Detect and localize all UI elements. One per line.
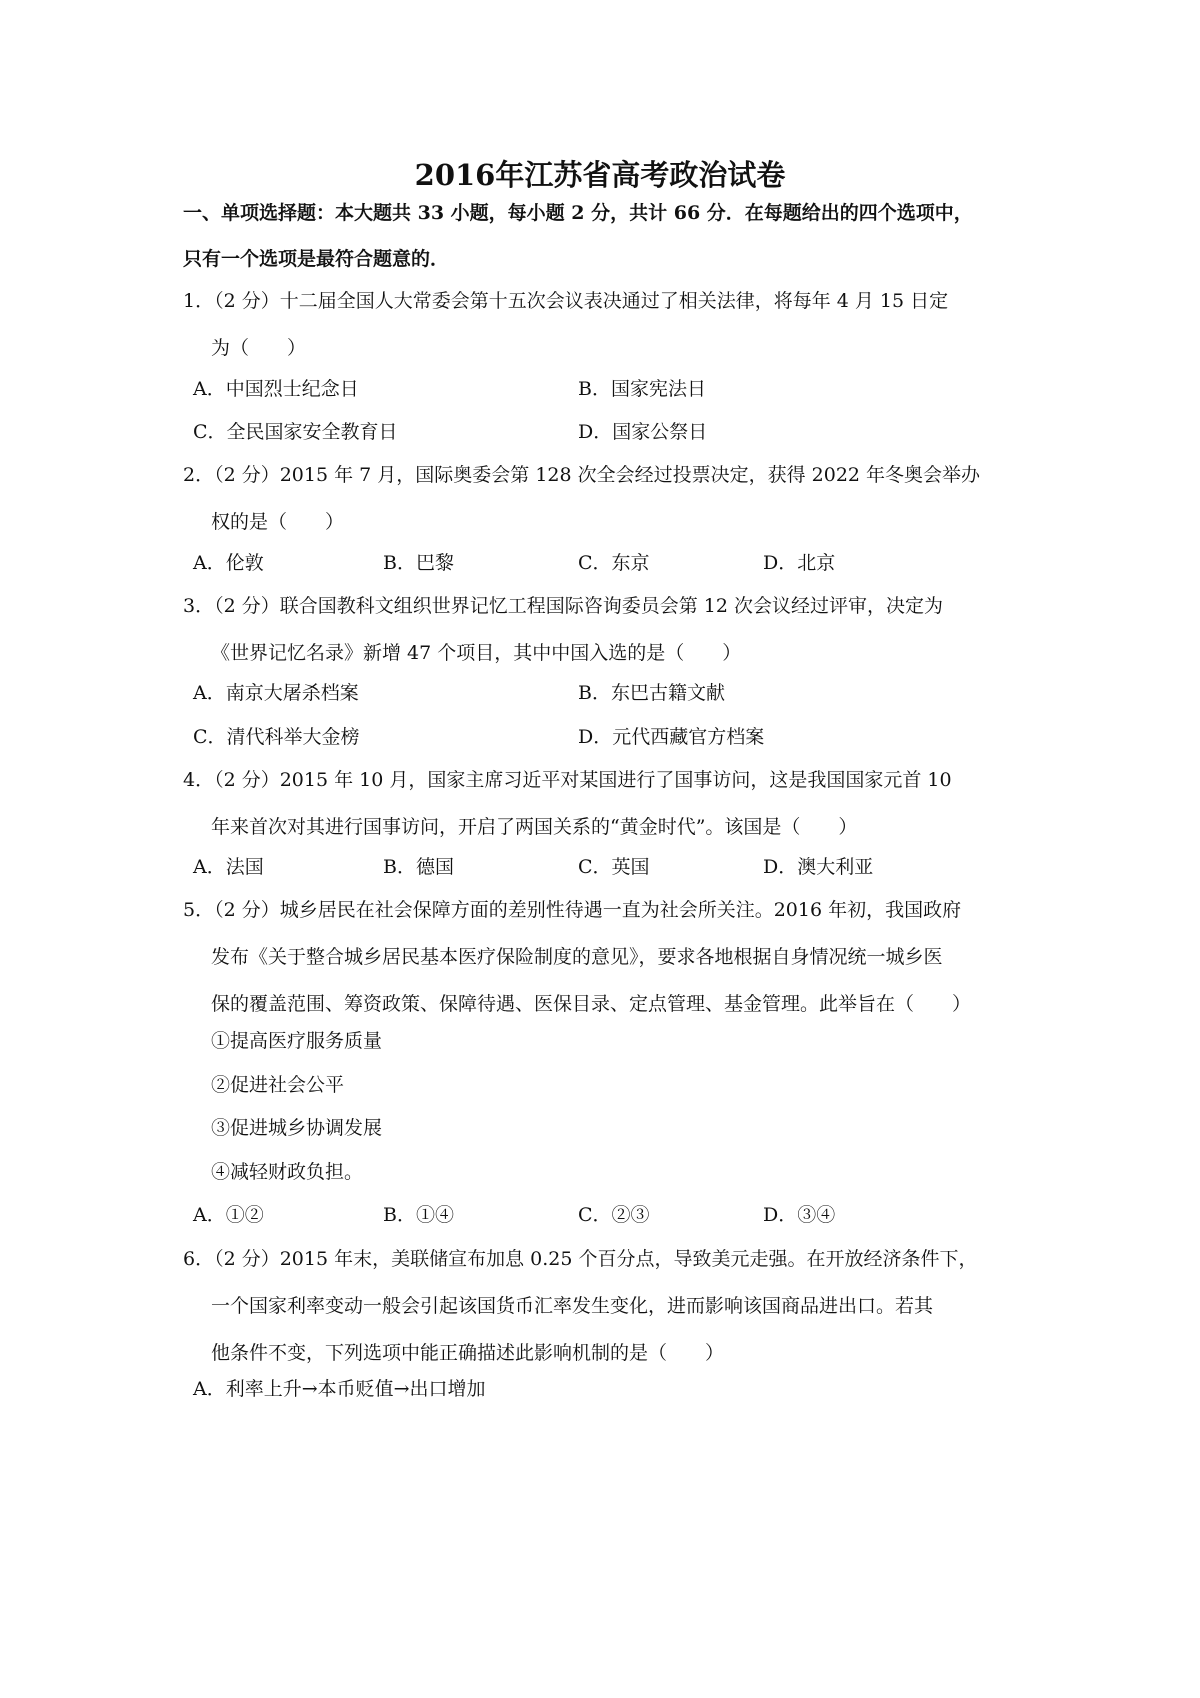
question-5-option-d[interactable]: D．③④ [763,1204,836,1226]
question-6-stem-line-1: 6．（2 分）2015 年末，美联储宣布加息 0.25 个百分点，导致美元走强。在开放经济条件下， [183,1248,978,1270]
question-2-option-d[interactable]: D．北京 [763,552,836,574]
question-6-option-a[interactable]: A．利率上升→本币贬值→出口增加 [193,1378,486,1400]
question-5-option-b[interactable]: B．①④ [383,1204,454,1226]
question-5-item-1: ①提高医疗服务质量 [211,1030,383,1052]
question-4-option-d[interactable]: D．澳大利亚 [763,856,874,878]
question-5-stem-line-3: 保的覆盖范围、筹资政策、保障待遇、医保目录、定点管理、基金管理。此举旨在（ ） [211,993,972,1015]
question-4-option-b[interactable]: B．德国 [383,856,454,878]
question-2-stem-line-1: 2．（2 分）2015 年 7 月，国际奥委会第 128 次全会经过投票决定，获得 2022 年冬奥会举办 [183,464,981,486]
question-2-option-b[interactable]: B．巴黎 [383,552,454,574]
question-1-option-a[interactable]: A．中国烈士纪念日 [193,378,359,400]
question-2-stem [183,452,1028,546]
exam-title: 2016年江苏省高考政治试卷 [414,158,786,192]
question-5-option-a[interactable]: A．①② [193,1204,264,1226]
question-2-option-c[interactable]: C．东京 [578,552,650,574]
question-5-option-c[interactable]: C．②③ [578,1204,650,1226]
question-1-option-c[interactable]: C．全民国家安全教育日 [193,421,398,443]
question-6-stem-line-2: 一个国家利率变动一般会引起该国货币汇率发生变化，进而影响该国商品进出口。若其 [211,1295,934,1317]
question-4-stem [183,757,1028,851]
question-3-option-b[interactable]: B．东巴古籍文献 [578,682,725,704]
question-1-stem-line-1: 1．（2 分）十二届全国人大常委会第十五次会议表决通过了相关法律，将每年 4 月 15 日定 [183,290,949,312]
section-instruction-line-1: 一、单项选择题：本大题共 33 小题，每小题 2 分，共计 66 分．在每题给出的四个选项中， [183,202,973,224]
question-5-item-3: ③促进城乡协调发展 [211,1117,383,1139]
question-1-stem-line-2: 为（ ） [211,337,307,359]
question-4-option-a[interactable]: A．法国 [193,856,264,878]
question-4-option-c[interactable]: C．英国 [578,856,650,878]
question-5-stem [183,887,1028,1028]
question-3-option-d[interactable]: D．元代西藏官方档案 [578,726,765,748]
question-1-option-d[interactable]: D．国家公祭日 [578,421,708,443]
question-4-stem-line-1: 4．（2 分）2015 年 10 月，国家主席习近平对某国进行了国事访问，这是我国国家元首 10 [183,769,952,791]
question-1-option-b[interactable]: B．国家宪法日 [578,378,706,400]
question-3-option-c[interactable]: C．清代科举大金榜 [193,726,360,748]
question-3-option-a[interactable]: A．南京大屠杀档案 [193,682,359,704]
question-5-item-2: ②促进社会公平 [211,1074,345,1096]
question-3-stem-line-1: 3．（2 分）联合国教科文组织世界记忆工程国际咨询委员会第 12 次会议经过评审，决定为 [183,595,943,617]
question-6-stem-line-3: 他条件不变，下列选项中能正确描述此影响机制的是（ ） [211,1342,725,1364]
question-3-stem-line-2: 《世界记忆名录》新增 47 个项目，其中中国入选的是（ ） [211,642,742,664]
question-3-stem [183,583,1028,677]
question-1-stem [183,278,1028,372]
question-5-item-4: ④减轻财政负担。 [211,1161,364,1183]
question-2-stem-line-2: 权的是（ ） [211,511,345,533]
question-2-option-a[interactable]: A．伦敦 [193,552,264,574]
question-6-stem [183,1236,1028,1377]
section-instruction-line-2: 只有一个选项是最符合题意的． [183,248,450,270]
question-4-stem-line-2: 年来首次对其进行国事访问，开启了两国关系的“黄金时代”。该国是（ ） [211,816,858,838]
question-5-stem-line-2: 发布《关于整合城乡居民基本医疗保险制度的意见》，要求各地根据自身情况统一城乡医 [211,946,943,968]
question-5-stem-line-1: 5．（2 分）城乡居民在社会保障方面的差别性待遇一直为社会所关注。2016 年初，我国政府 [183,899,962,921]
